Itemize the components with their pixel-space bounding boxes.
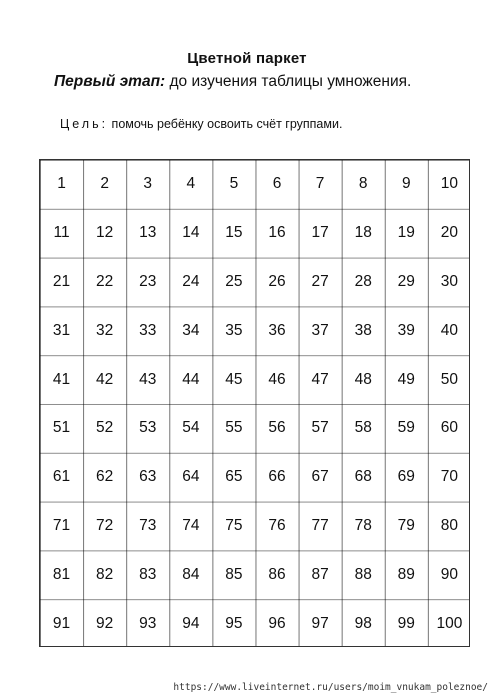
number-cell: 17 (311, 224, 329, 242)
number-cell: 59 (397, 419, 415, 437)
number-cell: 87 (311, 565, 329, 583)
number-cell: 62 (96, 468, 114, 486)
number-cell: 84 (182, 565, 200, 583)
number-cell: 19 (397, 224, 415, 242)
number-cell: 25 (225, 272, 243, 290)
number-cell: 28 (354, 272, 372, 290)
number-cell: 44 (182, 370, 200, 388)
number-cell: 53 (139, 419, 157, 437)
number-cell: 79 (397, 516, 415, 534)
number-cell: 30 (440, 272, 459, 290)
number-cell: 68 (354, 468, 372, 486)
number-cell: 56 (268, 419, 286, 437)
number-cell: 15 (225, 224, 243, 242)
number-cell: 22 (96, 272, 114, 290)
number-cell: 35 (225, 321, 243, 339)
number-cell: 94 (182, 614, 200, 632)
number-cell: 29 (397, 272, 415, 290)
number-cell: 40 (440, 321, 459, 339)
number-cell: 58 (354, 419, 372, 437)
number-cell: 51 (52, 419, 71, 437)
number-cell: 60 (440, 419, 459, 437)
number-cell: 92 (96, 614, 114, 632)
goal-label: Цель: (60, 117, 109, 131)
number-cell: 65 (225, 468, 243, 486)
number-cell: 78 (354, 516, 372, 534)
number-cell: 9 (401, 175, 411, 193)
number-cell: 57 (311, 419, 329, 437)
number-cell: 45 (225, 370, 243, 388)
goal-text: помочь ребёнку освоить счёт группами. (108, 117, 343, 131)
number-cell: 49 (397, 370, 415, 388)
number-cell: 32 (96, 321, 114, 339)
number-cell: 71 (52, 516, 71, 534)
number-cell: 5 (229, 175, 239, 193)
number-cell: 20 (440, 224, 459, 242)
number-cell: 96 (268, 614, 286, 632)
number-cell: 11 (53, 224, 70, 242)
number-cell: 74 (182, 516, 200, 534)
number-cell: 13 (139, 224, 157, 242)
number-cell: 72 (96, 516, 114, 534)
goal-line (60, 117, 342, 131)
number-cell: 81 (52, 565, 71, 583)
number-cell: 39 (397, 321, 415, 339)
number-grid (39, 159, 470, 647)
number-cell: 47 (311, 370, 329, 388)
number-cell: 82 (96, 565, 114, 583)
stage-line (54, 73, 411, 91)
number-cell: 91 (52, 614, 71, 632)
number-cell: 50 (440, 370, 459, 388)
number-cell: 66 (268, 468, 286, 486)
number-cell: 26 (268, 272, 286, 290)
number-cell: 12 (96, 224, 114, 242)
number-cell: 1 (57, 175, 66, 193)
number-cell: 93 (139, 614, 157, 632)
number-cell: 83 (139, 565, 157, 583)
number-cell: 99 (397, 614, 415, 632)
number-cell: 86 (268, 565, 286, 583)
number-cell: 24 (182, 272, 200, 290)
number-cell: 90 (440, 565, 459, 583)
number-cell: 80 (440, 516, 459, 534)
number-cell: 6 (272, 175, 282, 193)
number-cell: 95 (225, 614, 243, 632)
page-title: Цветной паркет (187, 50, 307, 67)
number-cell: 77 (311, 516, 329, 534)
number-cell: 18 (354, 224, 372, 242)
number-cell: 67 (311, 468, 329, 486)
stage-text: до изучения таблицы умножения. (165, 73, 412, 90)
number-cell: 16 (268, 224, 286, 242)
number-cell: 38 (354, 321, 372, 339)
number-cell: 41 (52, 370, 71, 388)
number-cell: 36 (268, 321, 286, 339)
number-cell: 27 (311, 272, 329, 290)
number-cell: 34 (182, 321, 200, 339)
number-cell: 76 (268, 516, 286, 534)
number-cell: 42 (96, 370, 114, 388)
number-cell: 43 (139, 370, 157, 388)
number-cell: 7 (315, 175, 325, 193)
number-cell: 23 (139, 272, 157, 290)
number-cell: 88 (354, 565, 372, 583)
number-cell: 70 (440, 468, 459, 486)
number-cell: 61 (52, 468, 71, 486)
number-cell: 33 (139, 321, 157, 339)
number-cell: 54 (182, 419, 200, 437)
number-cell: 64 (182, 468, 200, 486)
number-cell: 100 (436, 614, 463, 632)
number-cell: 75 (225, 516, 243, 534)
number-cell: 46 (268, 370, 286, 388)
number-cell: 37 (311, 321, 329, 339)
number-cell: 89 (397, 565, 415, 583)
number-cell: 14 (182, 224, 200, 242)
number-cell: 8 (358, 175, 368, 193)
stage-label: Первый этап: (54, 73, 166, 90)
number-cell: 4 (186, 175, 196, 193)
number-cell: 3 (143, 175, 153, 193)
number-cell: 63 (139, 468, 157, 486)
number-cell: 2 (100, 175, 109, 193)
number-cell: 52 (96, 419, 114, 437)
number-cell: 10 (440, 175, 459, 193)
number-cell: 85 (225, 565, 243, 583)
number-cell: 31 (52, 321, 71, 339)
number-cell: 73 (139, 516, 157, 534)
number-cell: 69 (397, 468, 415, 486)
number-cell: 98 (354, 614, 372, 632)
number-cell: 48 (354, 370, 372, 388)
source-url: https://www.liveinternet.ru/users/moim_vnukam_poleznoe/ (173, 682, 488, 693)
number-cell: 55 (225, 419, 243, 437)
number-cell: 97 (311, 614, 329, 632)
number-cell: 21 (52, 272, 71, 290)
